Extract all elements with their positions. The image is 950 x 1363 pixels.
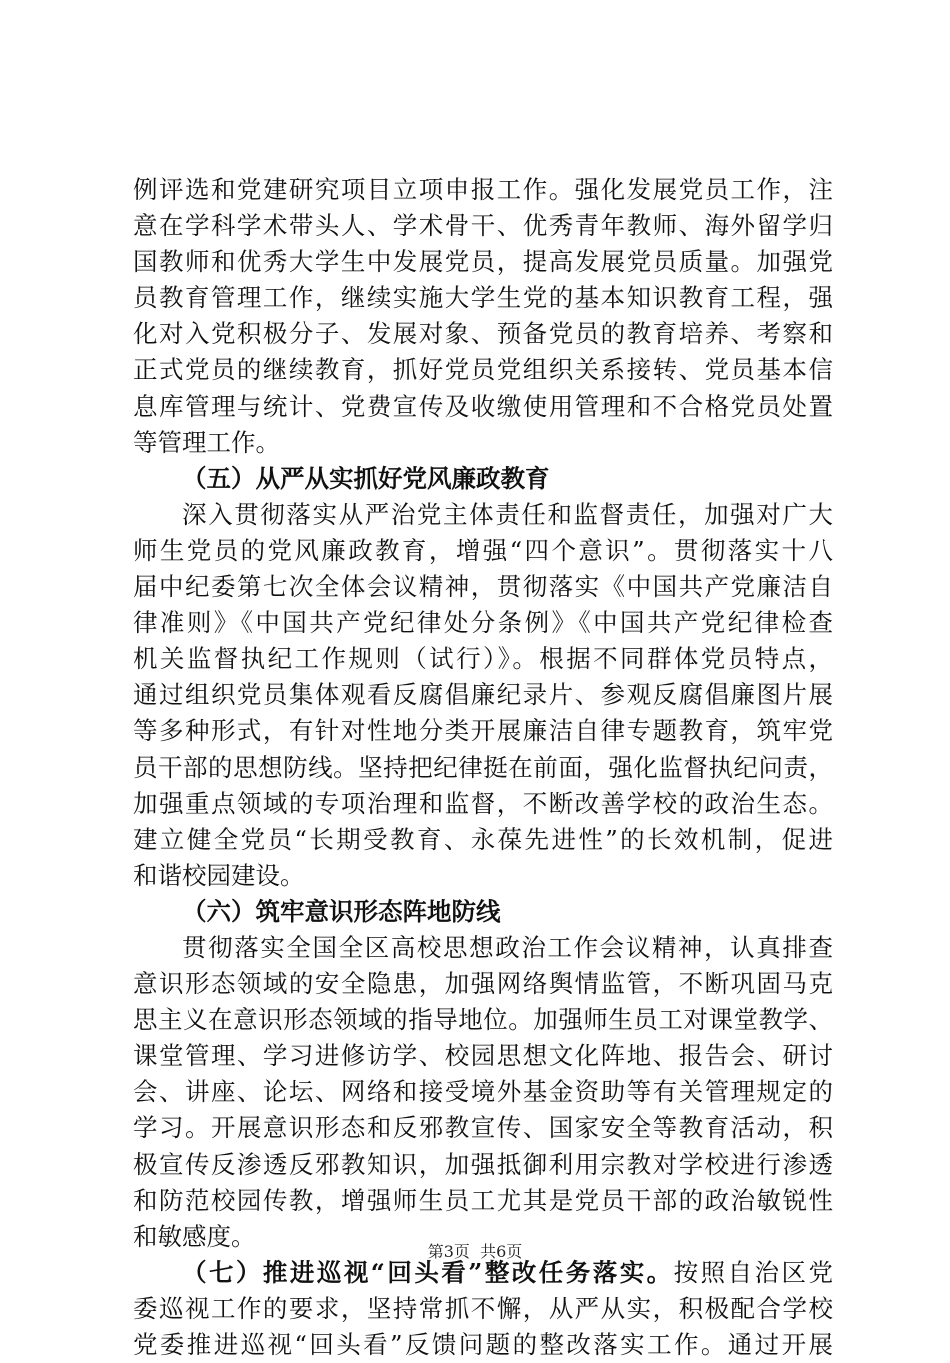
section-heading-6: （六）筑牢意识形态阵地防线: [182, 896, 501, 926]
text-line: 和谐校园建设。: [133, 860, 305, 890]
text-line: 建立健全党员“长期受教育、永葆先进性”的长效机制，促进: [133, 824, 833, 854]
section-5-paragraph: [133, 497, 833, 894]
section-heading-7: （七）推进巡视“回头看”整改任务落实。: [182, 1257, 674, 1287]
text-line: 师生党员的党风廉政教育，增强“四个意识”。贯彻落实十八: [133, 535, 833, 565]
text-line: 正式党员的继续教育，抓好党员党组织关系接转、党员基本信: [133, 355, 833, 385]
section-7-paragraph: [133, 1255, 833, 1363]
page-number-label: 第3页 共6页: [427, 1242, 523, 1261]
text-line: 和敏感度。: [133, 1221, 256, 1251]
text-line: 贯彻落实全国全区高校思想政治工作会议精神，认真排查: [182, 932, 833, 962]
text-line: 意识形态领域的安全隐患，加强网络舆情监管，不断巩固马克: [133, 969, 833, 999]
section-6-paragraph: [133, 930, 833, 1255]
section-heading-5: （五）从严从实抓好党风廉政教育: [182, 463, 550, 493]
text-line: 深入贯彻落实从严治党主体责任和监督责任，加强对广大: [182, 499, 833, 529]
document-body: [133, 172, 833, 1363]
text-line: 和防范校园传教，增强师生员工尤其是党员干部的政治敏锐性: [133, 1185, 833, 1215]
text-line: 课堂管理、学习进修访学、校园思想文化阵地、报告会、研讨: [133, 1041, 833, 1071]
text-line: 党委推进巡视“回头看”反馈问题的整改落实工作。通过开展: [133, 1330, 833, 1359]
text-line: 例评选和党建研究项目立项申报工作。强化发展党员工作，注: [133, 175, 833, 204]
text-line: 意在学科学术带头人、学术骨干、优秀青年教师、海外留学归: [133, 211, 833, 241]
text-line: 加强重点领域的专项治理和监督，不断改善学校的政治生态。: [133, 788, 833, 818]
section-7-lead-text: 按照自治区党: [673, 1257, 833, 1287]
text-line: 学习。开展意识形态和反邪教宣传、国家安全等教育活动，积: [133, 1113, 833, 1143]
text-line: 化对入党积极分子、发展对象、预备党员的教育培养、考察和: [133, 319, 833, 349]
text-line: 会、讲座、论坛、网络和接受境外基金资助等有关管理规定的: [133, 1077, 833, 1107]
text-line: 通过组织党员集体观看反腐倡廉纪录片、参观反腐倡廉图片展: [133, 680, 833, 710]
text-line: 员教育管理工作，继续实施大学生党的基本知识教育工程，强: [133, 283, 833, 313]
text-line: 等多种形式，有针对性地分类开展廉洁自律专题教育，筑牢党: [133, 716, 833, 746]
page-footer: [0, 1242, 950, 1262]
text-line: 委巡视工作的要求，坚持常抓不懈，从严从实，积极配合学校: [133, 1293, 833, 1323]
text-line: 员干部的思想防线。坚持把纪律挺在前面，强化监督执纪问责，: [133, 752, 833, 782]
text-line: 机关监督执纪工作规则（试行）》。根据不同群体党员特点，: [133, 644, 833, 674]
text-line: 等管理工作。: [133, 427, 280, 457]
text-line: 届中纪委第七次全体会议精神，贯彻落实《中国共产党廉洁自: [133, 572, 833, 602]
paragraph-continued: [133, 172, 833, 461]
text-line: 思主义在意识形态领域的指导地位。加强师生员工对课堂教学、: [133, 1005, 833, 1035]
text-line: 极宣传反渗透反邪教知识，加强抵御利用宗教对学校进行渗透: [133, 1149, 833, 1179]
text-line: 律准则》《中国共产党纪律处分条例》《中国共产党纪律检查: [133, 608, 833, 638]
text-line: 息库管理与统计、党费宣传及收缴使用管理和不合格党员处置: [133, 391, 833, 421]
text-line: 国教师和优秀大学生中发展党员，提高发展党员质量。加强党: [133, 247, 833, 277]
